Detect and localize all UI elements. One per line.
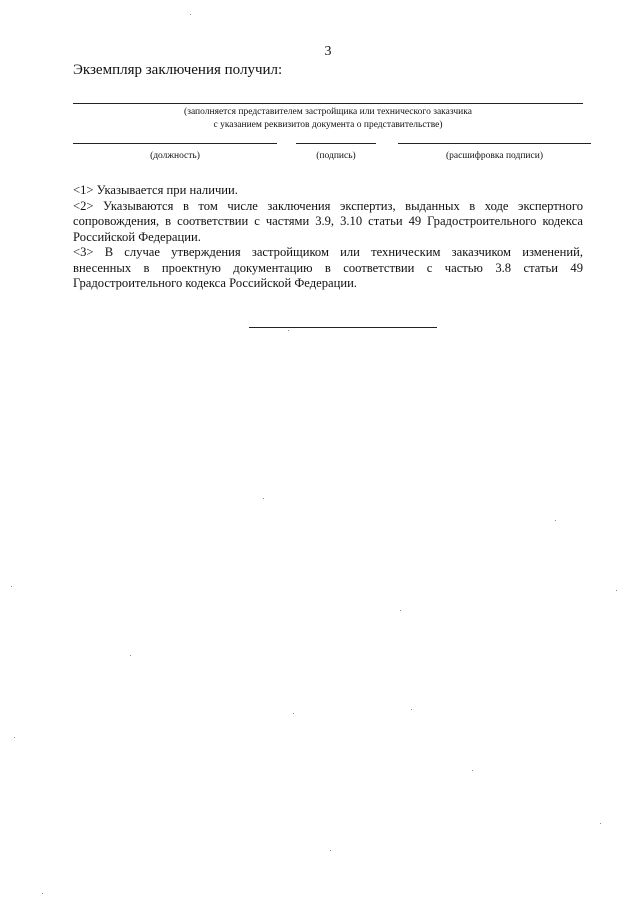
scan-speck [555, 520, 556, 521]
footnote-3-line2: внесенных в проектную документацию в соответствии с частью 3.8 статьи 49 [73, 260, 583, 275]
page-number: 3 [324, 44, 332, 59]
footnote-2-line2: сопровождения, в соответствии с частями 3.9, 3.10 статьи 49 Градостроительного кодекса [73, 214, 583, 228]
representative-caption [73, 106, 583, 132]
scan-speck [600, 823, 601, 824]
scan-speck [330, 850, 331, 851]
representative-line [73, 103, 583, 104]
scan-speck [400, 610, 401, 611]
scan-speck [190, 14, 191, 15]
scan-speck [42, 893, 43, 894]
scan-speck [472, 770, 473, 771]
footnote-3-line1: <3> В случае утверждения застройщиком или техническим заказчиком изменений, [73, 245, 583, 259]
scan-speck [616, 590, 617, 591]
position-caption: (должность) [150, 151, 200, 161]
footnote-2-line1: <2> Указываются в том числе заключения экспертиз, выданных в ходе экспертного [73, 198, 583, 213]
received-label: Экземпляр заключения получил: [73, 62, 283, 78]
scan-speck [263, 498, 264, 499]
closing-rule [249, 327, 437, 328]
scan-speck [130, 655, 131, 656]
scan-speck [288, 330, 289, 331]
signature-line [296, 143, 376, 144]
position-line [73, 143, 277, 144]
scan-speck [411, 709, 412, 710]
footnote-1: <1> Указывается при наличии. [73, 183, 238, 197]
decoding-caption: (расшифровка подписи) [446, 151, 543, 161]
signature-caption: (подпись) [316, 151, 356, 161]
decoding-line [398, 143, 591, 144]
footnotes [73, 183, 583, 292]
scan-speck [11, 586, 12, 587]
scan-speck [14, 737, 15, 738]
representative-caption-line2: с указанием реквизитов документа о представительстве) [213, 120, 443, 130]
scan-speck [293, 713, 294, 714]
footnote-2-line3: Российской Федерации. [73, 229, 201, 244]
footnote-3-line3: Градостроительного кодекса Российской Федерации. [73, 276, 357, 290]
representative-caption-line1: (заполняется представителем застройщика или технического заказчика [184, 107, 472, 117]
